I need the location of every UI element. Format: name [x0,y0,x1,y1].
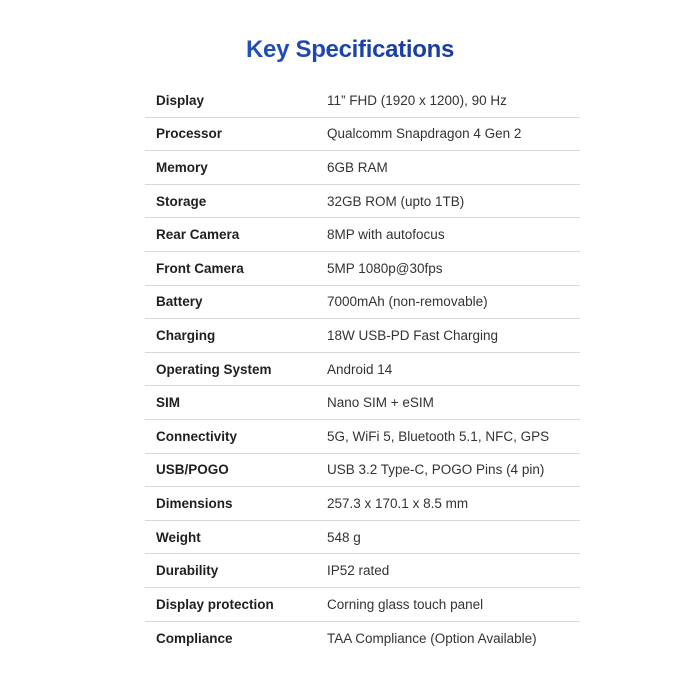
spec-label: Front Camera [156,260,244,276]
spec-label: Memory [156,159,208,175]
spec-value: 18W USB-PD Fast Charging [327,327,499,343]
spec-value: 7000mAh (non-removable) [327,294,488,310]
spec-value: Android 14 [327,361,393,377]
spec-value: 11” FHD (1920 x 1200), 90 Hz [327,92,507,108]
spec-value: 257.3 x 170.1 x 8.5 mm [327,495,469,511]
spec-value: USB 3.2 Type-C, POGO Pins (4 pin) [327,462,545,478]
spec-value: Nano SIM + eSIM [327,395,434,411]
spec-label: SIM [156,395,181,411]
spec-label: Storage [156,193,207,209]
spec-label: Display [156,92,205,108]
spec-row-storage [145,185,580,219]
spec-label: USB/POGO [156,462,229,478]
spec-value: 548 g [327,529,361,545]
spec-row-front-camera [145,252,580,286]
spec-label: Weight [156,529,201,545]
spec-label: Charging [156,327,216,343]
spec-row-compliance [145,622,580,656]
spec-value: 8MP with autofocus [327,227,445,243]
spec-value: IP52 rated [327,563,390,579]
spec-label: Rear Camera [156,227,240,243]
spec-row-battery [145,286,580,320]
spec-label: Operating System [156,361,272,377]
spec-value: TAA Compliance (Option Available) [327,630,537,646]
spec-label: Battery [156,294,203,310]
spec-label: Durability [156,563,219,579]
spec-label: Compliance [156,630,233,646]
spec-table [145,84,580,655]
spec-value: 32GB ROM (upto 1TB) [327,193,465,209]
spec-row-display-protection [145,588,580,622]
spec-row-dimensions [145,487,580,521]
spec-value: 5G, WiFi 5, Bluetooth 5.1, NFC, GPS [327,428,550,444]
spec-label: Dimensions [156,495,233,511]
spec-row-charging [145,319,580,353]
spec-label: Processor [156,126,223,142]
spec-row-rear-camera [145,218,580,252]
spec-row-operating-system [145,353,580,387]
spec-row-display [145,84,580,118]
spec-label: Display protection [156,596,274,612]
spec-row-memory [145,151,580,185]
page-title: Key Specifications [0,34,700,66]
spec-row-processor [145,118,580,152]
spec-row-sim [145,386,580,420]
spec-value: 5MP 1080p@30fps [327,260,443,276]
spec-value: Corning glass touch panel [327,596,484,612]
spec-row-connectivity [145,420,580,454]
spec-value: Qualcomm Snapdragon 4 Gen 2 [327,126,522,142]
spec-row-weight [145,521,580,555]
spec-row-durability [145,554,580,588]
spec-row-usb-pogo [145,454,580,488]
spec-value: 6GB RAM [327,159,388,175]
spec-label: Connectivity [156,428,238,444]
